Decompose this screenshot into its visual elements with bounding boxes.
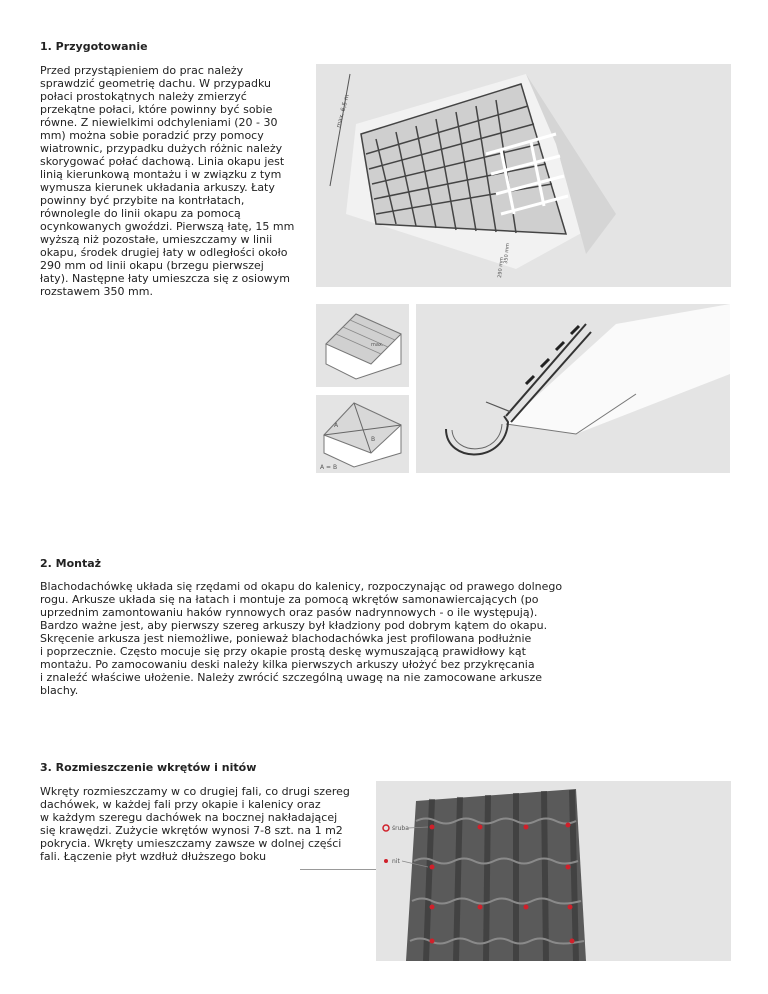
screw-placement-illustration (376, 781, 731, 961)
roof-diagonals-illustration (316, 395, 409, 473)
section-3-text: Wkręty rozmieszczamy w co drugiej fali, co drugi szereg dachówek, w każdej fali przy okapie i kalenicy oraz w każdym szeregu dachówek na bocznej nakładającej się krawędzi. Zużycie wkrętów wynosi 7-8 szt. na 1 m2 pokrycia. Wkręty umieszczamy zawsze w dolnej części fali. Łączenie płyt wzdłuż dłuższego boku (40, 785, 350, 863)
section-3-heading: 3. Rozmieszczenie wkrętów i nitów (40, 761, 257, 774)
rivet-legend-label: nit (392, 858, 400, 865)
section-2-heading: 2. Montaż (40, 557, 102, 570)
rivet-legend-icon (384, 859, 388, 863)
roof-small-figure-2 (316, 395, 409, 473)
section-2-text: Blachodachówkę układa się rzędami od okapu do kalenicy, rozpoczynając od prawego dolnego rogu. Arkusze układa się na łatach i montuje za pomocą wkrętów samonawiercających (po uprzednim zamontowaniu haków rynnowych oraz pasów nadrynnowych - o ile występują). Bardzo ważne jest, aby pierwszy szereg arkuszy był kładziony pod dobrym kątem do okapu. Skręcenie arkusza jest niemożliwe, ponieważ blachodachówka jest profilowana podłużnie i poprzecznie. Często mocuje się przy okapie prostą deskę wymuszającą prawidłowy kąt montażu. Po zamocowaniu deski należy kilka pierwszych arkuszy ułożyć bez przykręcania i znaleźć właściwe ułożenie. Należy zwrócić szczególną uwagę na nie zamocowane arkusze blachy. (40, 580, 563, 697)
small1-dim-label: max. (371, 342, 384, 348)
dim-a-label: 350 mm (503, 242, 512, 265)
small2-label-b: B (371, 436, 376, 443)
section-1-heading: 1. Przygotowanie (40, 40, 148, 53)
screw-legend-label: śruba (392, 825, 409, 832)
roof-battens-figure (316, 64, 731, 287)
screw-legend-icon (383, 825, 389, 831)
leader-line (300, 869, 378, 870)
small2-caption: A = B (320, 464, 338, 471)
screw-placement-figure (376, 781, 731, 961)
section-1-text: Przed przystąpieniem do prac należy sprawdzić geometrię dachu. W przypadku połaci prostokątnych należy zmierzyć przekątne połaci, które powinny być sobie równe. Z niewielkimi odchyleniami (20 - 30 mm) można sobie poradzić przy pomocy wiatrownic, przypadku dużych różnic należy skorygować połać dachową. Linia okapu jest linią kierunkową montażu i w związku z tym wymusza kierunek układania arkuszy. Łaty powinny być przybite na kontrłatach, równolegle do linii okapu za pomocą ocynkowanych gwoździ. Pierwszą łatę, 15 mm wyższą niż pozostałe, umieszczamy w linii okapu, środek drugiej łaty w odległości około 290 mm od linii okapu (brzegu pierwszej łaty). Następne łaty umieszcza się z osiowym rozstawem 350 mm. (40, 64, 295, 298)
dim-long-label: max. 6,5 m (335, 93, 351, 129)
small2-label-a: A (334, 422, 339, 429)
dim-b-label: 290 mm (497, 256, 506, 279)
roof-small-figure-1 (316, 304, 409, 387)
roof-battens-illustration (316, 64, 731, 287)
roof-overhang-illustration (316, 304, 409, 387)
gutter-figure (416, 304, 730, 473)
gutter-illustration (416, 304, 730, 473)
